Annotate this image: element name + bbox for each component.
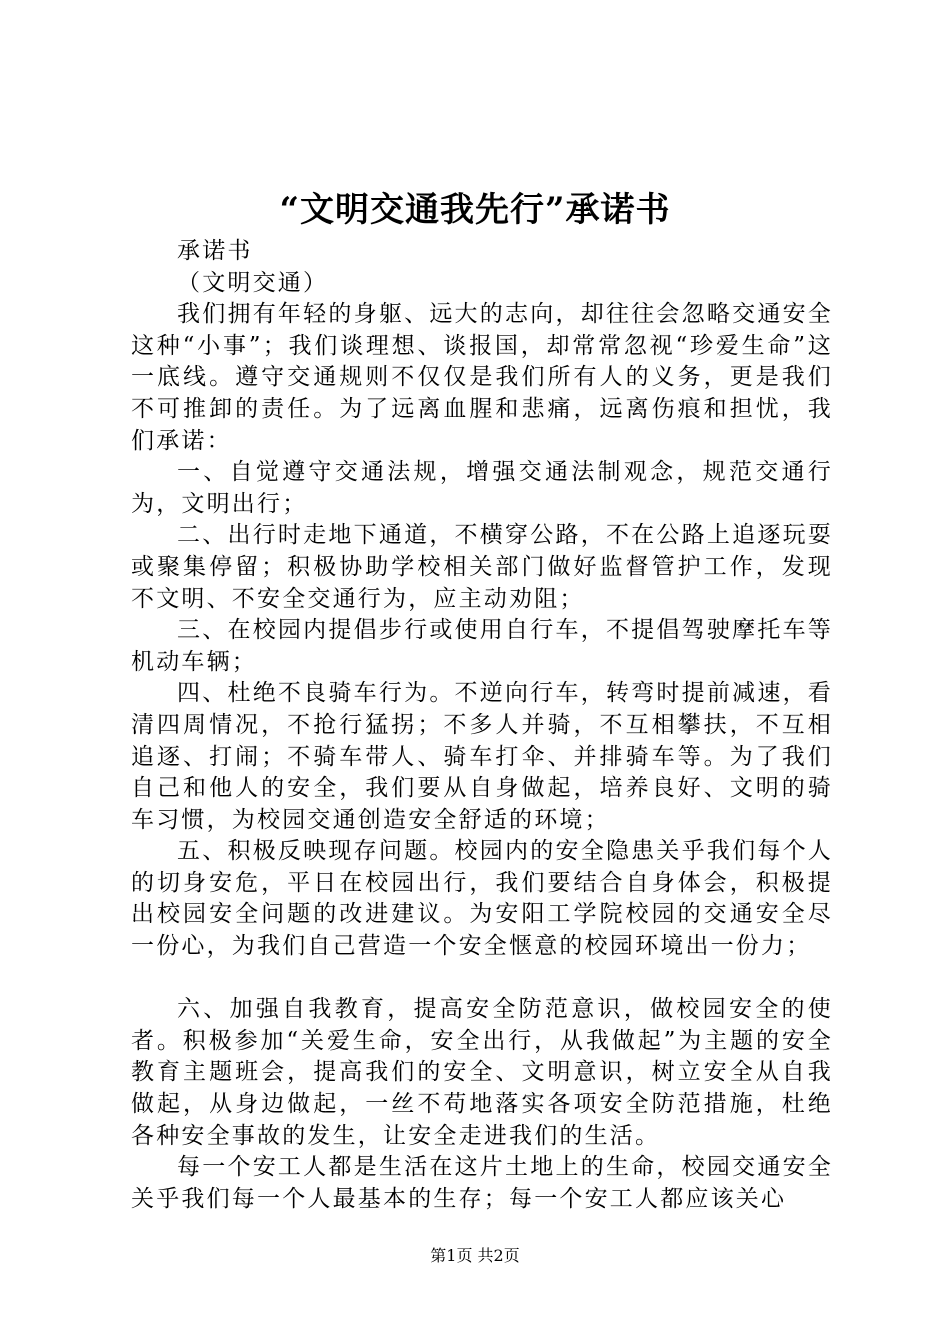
paragraph-subheading: （文明交通）	[177, 269, 329, 296]
paragraph-intro: 我们拥有年轻的身躯、远大的志向，却往往会忽略交通安全这种“小事”；我们谈理想、谈报国，却常常忽视“珍爱生命”这一底线。遵守交通规则不仅仅是我们所有人的义务，更是我们不可推卸的责任。为了远离血腥和悲痛，远离伤痕和担忧，我们承诺：	[131, 301, 833, 454]
paragraph-pledge-1: 一、自觉遵守交通法规，增强交通法制观念，规范交通行为，文明出行；	[131, 459, 833, 517]
paragraph-pledge-2: 二、出行时走地下通道，不横穿公路，不在公路上追逐玩耍或聚集停留；积极协助学校相关部门做好监督管护工作，发现不文明、不安全交通行为，应主动劝阻；	[131, 522, 833, 612]
paragraph-pledge-5: 五、积极反映现存问题。校园内的安全隐患关乎我们每个人的切身安危，平日在校园出行，我们要结合自身体会，积极提出校园安全问题的改进建议。为安阳工学院校园的交通安全尽一份心，为我们自己营造一个安全惬意的校园环境出一份力；	[131, 838, 833, 960]
paragraph-pledge-3: 三、在校园内提倡步行或使用自行车，不提倡驾驶摩托车等机动车辆；	[131, 617, 833, 675]
document-title: “文明交通我先行”承诺书	[279, 190, 671, 230]
paragraph-closing: 每一个安工人都是生活在这片土地上的生命，校园交通安全关乎我们每一个人最基本的生存；每一个安工人都应该关心	[131, 1154, 833, 1212]
paragraph-pledge-4: 四、杜绝不良骑车行为。不逆向行车，转弯时提前减速，看清四周情况，不抢行猛拐；不多人并骑，不互相攀扶，不互相追逐、打闹；不骑车带人、骑车打伞、并排骑车等。为了我们自己和他人的安全，我们要从自身做起，培养良好、文明的骑车习惯，为校园交通创造安全舒适的环境；	[131, 680, 833, 833]
page-number-footer: 第1页 共2页	[430, 1246, 520, 1265]
document-body	[131, 236, 833, 1215]
paragraph-heading: 承诺书	[177, 238, 253, 264]
paragraph-pledge-6: 六、加强自我教育，提高安全防范意识，做校园安全的使者。积极参加“关爱生命，安全出行，从我做起”为主题的安全教育主题班会，提高我们的安全、文明意识，树立安全从自我做起，从身边做起，一丝不苟地落实各项安全防范措施，杜绝各种安全事故的发生，让安全走进我们的生活。	[131, 996, 833, 1149]
